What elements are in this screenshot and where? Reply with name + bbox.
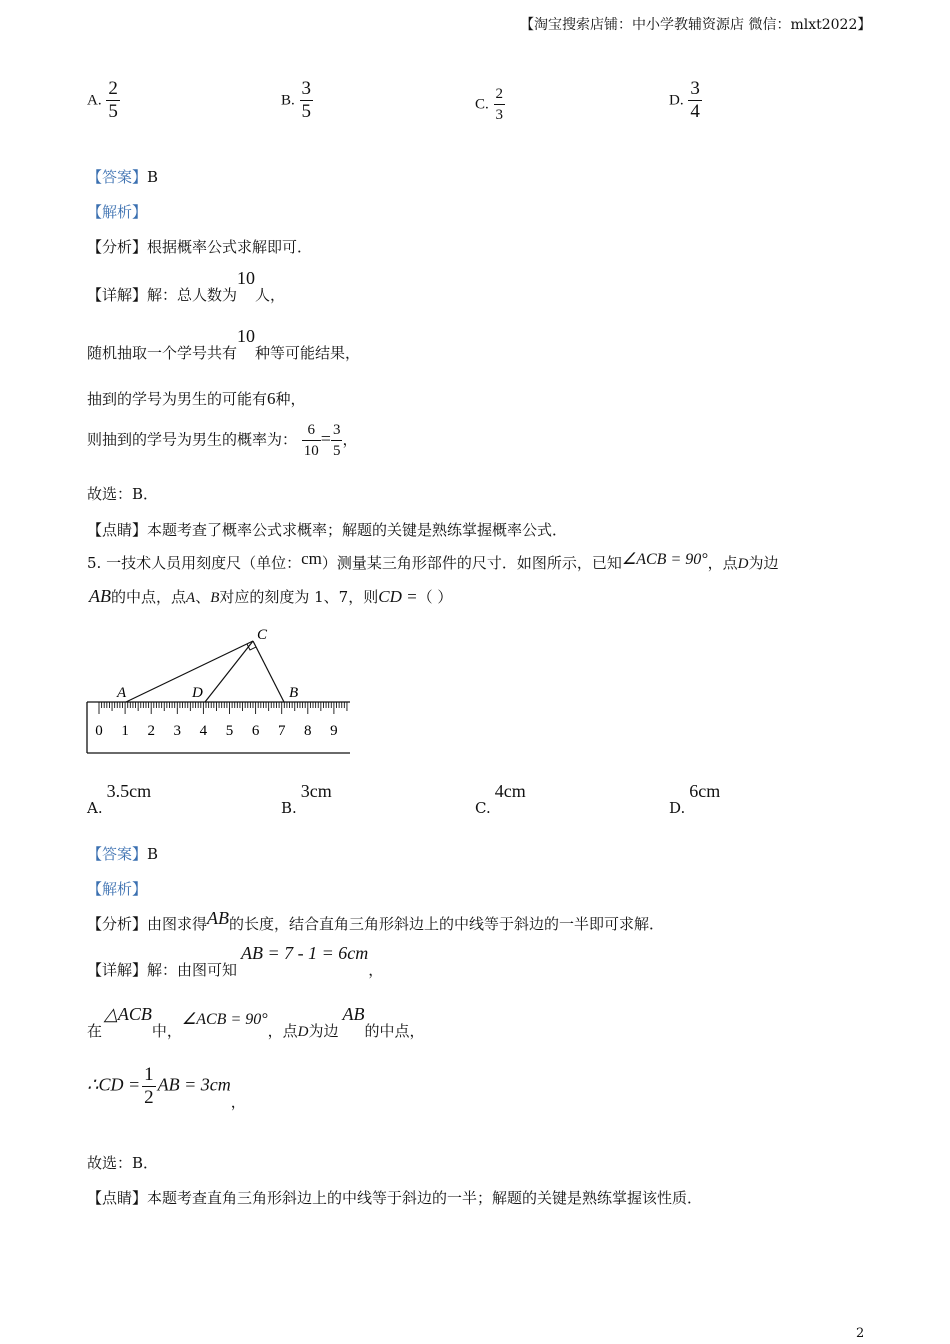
q4-fenxi: 【分析】根据概率公式求解即可． (87, 238, 313, 256)
text: ，点 (707, 554, 738, 572)
answer-tag: 【答案】 (87, 168, 148, 186)
option-value: 3.5cm (106, 781, 152, 801)
math: AB (207, 908, 230, 928)
q4-detail-3 (87, 388, 306, 409)
q4-option-d (669, 78, 702, 123)
q5-detail-3 (87, 1064, 246, 1109)
q4-detail-4 (87, 420, 357, 461)
q4-option-c (475, 84, 505, 125)
q4-detail-2 (87, 326, 361, 362)
fraction: $\frac{3}{5}$ (332, 422, 341, 459)
math: 10 (237, 326, 256, 346)
text: 随机抽取一个学号共有 (87, 344, 238, 362)
q4-option-b (281, 78, 313, 123)
text: 为边 (748, 554, 779, 572)
q5-choose: 故选：B． (87, 1154, 159, 1172)
segment-ac (126, 641, 253, 702)
label-a: A (117, 685, 127, 701)
math: B (210, 590, 220, 606)
q5-detail-1 (87, 943, 384, 979)
option-label: C. (475, 799, 491, 817)
answer-value: B (147, 168, 159, 186)
q5-fenxi (87, 908, 665, 933)
ruler-triangle-figure (80, 620, 360, 760)
math: △ACB (104, 1004, 152, 1024)
q4-option-a (87, 78, 120, 123)
math: AB (342, 1004, 365, 1024)
text: 在 (87, 1022, 103, 1040)
answer-tag: 【答案】 (87, 845, 148, 863)
ruler-number: 6 (251, 723, 260, 739)
ruler-number: 2 (147, 723, 155, 739)
option-value: 4cm (494, 781, 526, 801)
q4-analysis-tag: 【解析】 (87, 203, 148, 221)
text: 的中点，点 (111, 588, 187, 606)
q5-stem-line1 (87, 548, 779, 572)
fraction: $\frac{1}{2}$ (144, 1064, 154, 1108)
ruler-number: 5 (225, 723, 234, 739)
math: CD = (378, 587, 418, 606)
equals: = (320, 428, 331, 449)
text: 的长度，结合直角三角形斜边上的中线等于斜边的一半即可求解． (229, 915, 665, 933)
text: ，点 (267, 1022, 298, 1040)
ruler-number: 8 (304, 723, 312, 739)
label-d: D (192, 685, 203, 701)
math: AB (89, 586, 111, 606)
text: 则抽到的学号为男生的概率为： (87, 430, 298, 449)
ruler-number: 3 (173, 723, 182, 739)
q5-comment: 【点睛】本题考查直角三角形斜边上的中线等于斜边的一半；解题的关键是熟练掌握该性质． (87, 1189, 703, 1207)
option-label: A. (87, 92, 102, 109)
text: 的中点， (364, 1022, 425, 1040)
text: ， (342, 430, 358, 449)
option-fraction: $\frac{3}{5}$ (301, 78, 312, 122)
label-b: B (289, 685, 299, 701)
text: 种， (275, 390, 306, 408)
q5-option-a (87, 781, 152, 817)
fraction: $\frac{6}{10}$ (303, 422, 319, 459)
text: 5. 一技术人员用刻度尺（单位： (87, 554, 302, 572)
option-label: B. (281, 92, 295, 109)
answer-value: B (147, 845, 159, 863)
header-banner: 【淘宝搜索店铺：中小学教辅资源店 微信：mlxt2022】 (520, 17, 872, 33)
text: 抽到的学号为男生的可能有 (87, 390, 268, 408)
q5-analysis-tag: 【解析】 (87, 880, 148, 898)
ruler-number: 9 (330, 723, 338, 739)
ruler-number: 0 (95, 723, 103, 739)
option-label: D. (669, 92, 684, 109)
option-fraction: $\frac{2}{3}$ (495, 86, 504, 123)
math: ∠ACB = 90° (181, 1011, 268, 1028)
math: A (186, 590, 196, 606)
text: ， (230, 1092, 246, 1111)
q4-comment: 【点睛】本题考查了概率公式求概率；解题的关键是熟练掌握概率公式． (87, 521, 568, 539)
option-label: D. (669, 799, 686, 817)
text: 、 (195, 588, 211, 606)
text: 人， (255, 286, 286, 304)
text: ）测量某三角形部件的尺寸．如图所示，已知 (321, 554, 622, 572)
ruler-ticks (99, 702, 347, 714)
math: AB = 3cm (157, 1074, 231, 1095)
math: 6 (267, 389, 276, 408)
ruler-numbers (95, 723, 337, 739)
option-label: C. (475, 96, 489, 113)
math: AB = 7 - 1 = 6cm (241, 943, 369, 963)
q5-answer (87, 843, 158, 864)
q5-stem-line2 (89, 586, 452, 607)
text: 【分析】由图求得 (87, 915, 208, 933)
q4-detail-1 (87, 268, 286, 304)
math: ∠ACB = 90° (621, 551, 708, 568)
math: D (297, 1024, 309, 1040)
option-label: A. (87, 799, 103, 817)
ruler-number: 7 (277, 723, 286, 739)
q5-option-d (669, 781, 721, 817)
option-fraction: $\frac{2}{5}$ (108, 78, 118, 122)
segment-dc (205, 641, 253, 702)
option-value: 6cm (689, 781, 721, 801)
text: （ ） (417, 588, 453, 606)
q4-answer (87, 166, 158, 187)
segment-bc (253, 641, 284, 702)
q5-option-b (281, 781, 332, 817)
option-fraction: $\frac{3}{4}$ (690, 78, 700, 122)
option-value: 3cm (300, 781, 332, 801)
page-number: 2 (856, 1326, 865, 1341)
text: 【详解】解：由图可知 (87, 961, 238, 979)
text: 对应的刻度为 1、7，则 (219, 588, 379, 606)
q5-option-c (475, 781, 526, 817)
text: 种等可能结果， (255, 344, 361, 362)
ruler-number: 4 (199, 723, 208, 739)
q5-detail-2 (87, 1004, 425, 1040)
label-c: C (257, 627, 268, 643)
q4-choose: 故选：B． (87, 485, 159, 503)
text: 为边 (308, 1022, 339, 1040)
ruler-number: 1 (121, 723, 129, 739)
math: ∴CD = (87, 1074, 141, 1095)
text: 中， (151, 1022, 182, 1040)
math: D (737, 556, 749, 572)
option-label: B. (281, 799, 297, 817)
math: 10 (237, 268, 256, 288)
text: 【详解】解：总人数为 (87, 286, 238, 304)
text: ， (368, 961, 384, 979)
math: cm (301, 549, 322, 568)
